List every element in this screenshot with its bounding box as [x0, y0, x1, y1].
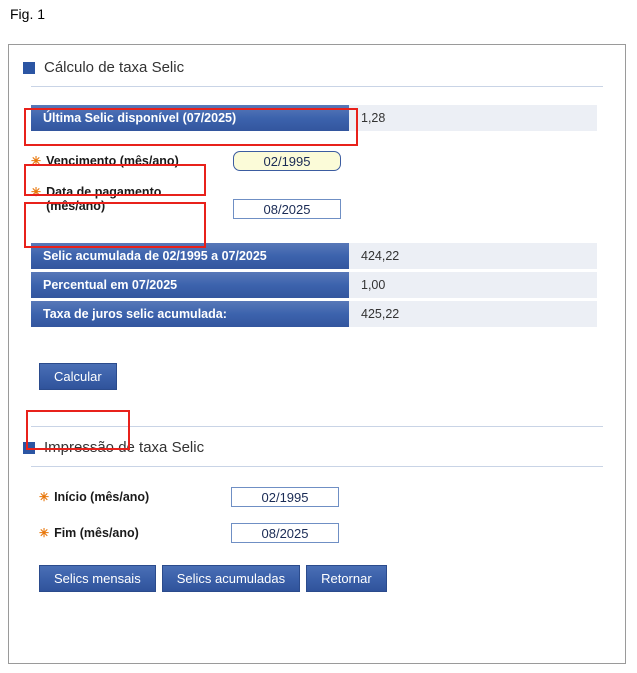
data-pagamento-input[interactable] — [233, 199, 341, 219]
required-asterisk-icon: ✳ — [39, 526, 50, 540]
required-asterisk-icon: ✳ — [31, 185, 42, 199]
section-title-calculo: Cálculo de taxa Selic — [44, 59, 185, 76]
calcular-row — [39, 363, 625, 390]
result-row-1 — [31, 272, 625, 298]
retornar-button[interactable]: Retornar — [306, 565, 387, 592]
selic-panel — [8, 44, 626, 664]
fim-row — [39, 523, 625, 543]
inicio-row — [39, 487, 625, 507]
result-label-1: Percentual em 07/2025 — [31, 272, 349, 298]
data-pagamento-label-text-wrap — [46, 185, 161, 213]
selics-acumuladas-button[interactable]: Selics acumuladas — [162, 565, 300, 592]
fim-label-text: Fim (mês/ano) — [54, 526, 139, 540]
data-pagamento-label-line2: (mês/ano) — [46, 199, 106, 213]
last-selic-label: Última Selic disponível (07/2025) — [31, 105, 349, 131]
inicio-label-text: Início (mês/ano) — [54, 490, 150, 504]
inicio-input[interactable] — [231, 487, 339, 507]
last-selic-row — [31, 105, 625, 131]
last-selic-value: 1,28 — [349, 105, 597, 131]
square-bullet-icon — [23, 442, 35, 454]
divider — [31, 86, 603, 87]
divider — [31, 466, 603, 467]
section-header-impressao — [9, 427, 625, 456]
result-value-1: 1,00 — [349, 272, 597, 298]
result-row-0 — [31, 243, 625, 269]
vencimento-row — [31, 151, 625, 171]
result-value-0: 424,22 — [349, 243, 597, 269]
fim-input[interactable] — [231, 523, 339, 543]
vencimento-label-text: Vencimento (mês/ano) — [46, 154, 179, 168]
data-pagamento-row — [31, 185, 625, 219]
result-label-0: Selic acumulada de 02/1995 a 07/2025 — [31, 243, 349, 269]
figure-caption: Fig. 1 — [10, 6, 46, 22]
inicio-label — [39, 490, 231, 504]
data-pagamento-label-line1: Data de pagamento — [46, 185, 162, 199]
calcular-button[interactable]: Calcular — [39, 363, 117, 390]
fim-label — [39, 526, 231, 540]
result-value-2: 425,22 — [349, 301, 597, 327]
section-title-impressao: Impressão de taxa Selic — [44, 439, 205, 456]
required-asterisk-icon: ✳ — [31, 154, 42, 168]
square-bullet-icon — [23, 62, 35, 74]
result-row-2 — [31, 301, 625, 327]
vencimento-label — [31, 154, 211, 168]
section-header-calculo — [9, 45, 625, 76]
selics-mensais-button[interactable]: Selics mensais — [39, 565, 156, 592]
result-label-2: Taxa de juros selic acumulada: — [31, 301, 349, 327]
data-pagamento-label — [31, 185, 211, 213]
impressao-buttons — [39, 565, 625, 592]
required-asterisk-icon: ✳ — [39, 490, 50, 504]
vencimento-input[interactable] — [233, 151, 341, 171]
